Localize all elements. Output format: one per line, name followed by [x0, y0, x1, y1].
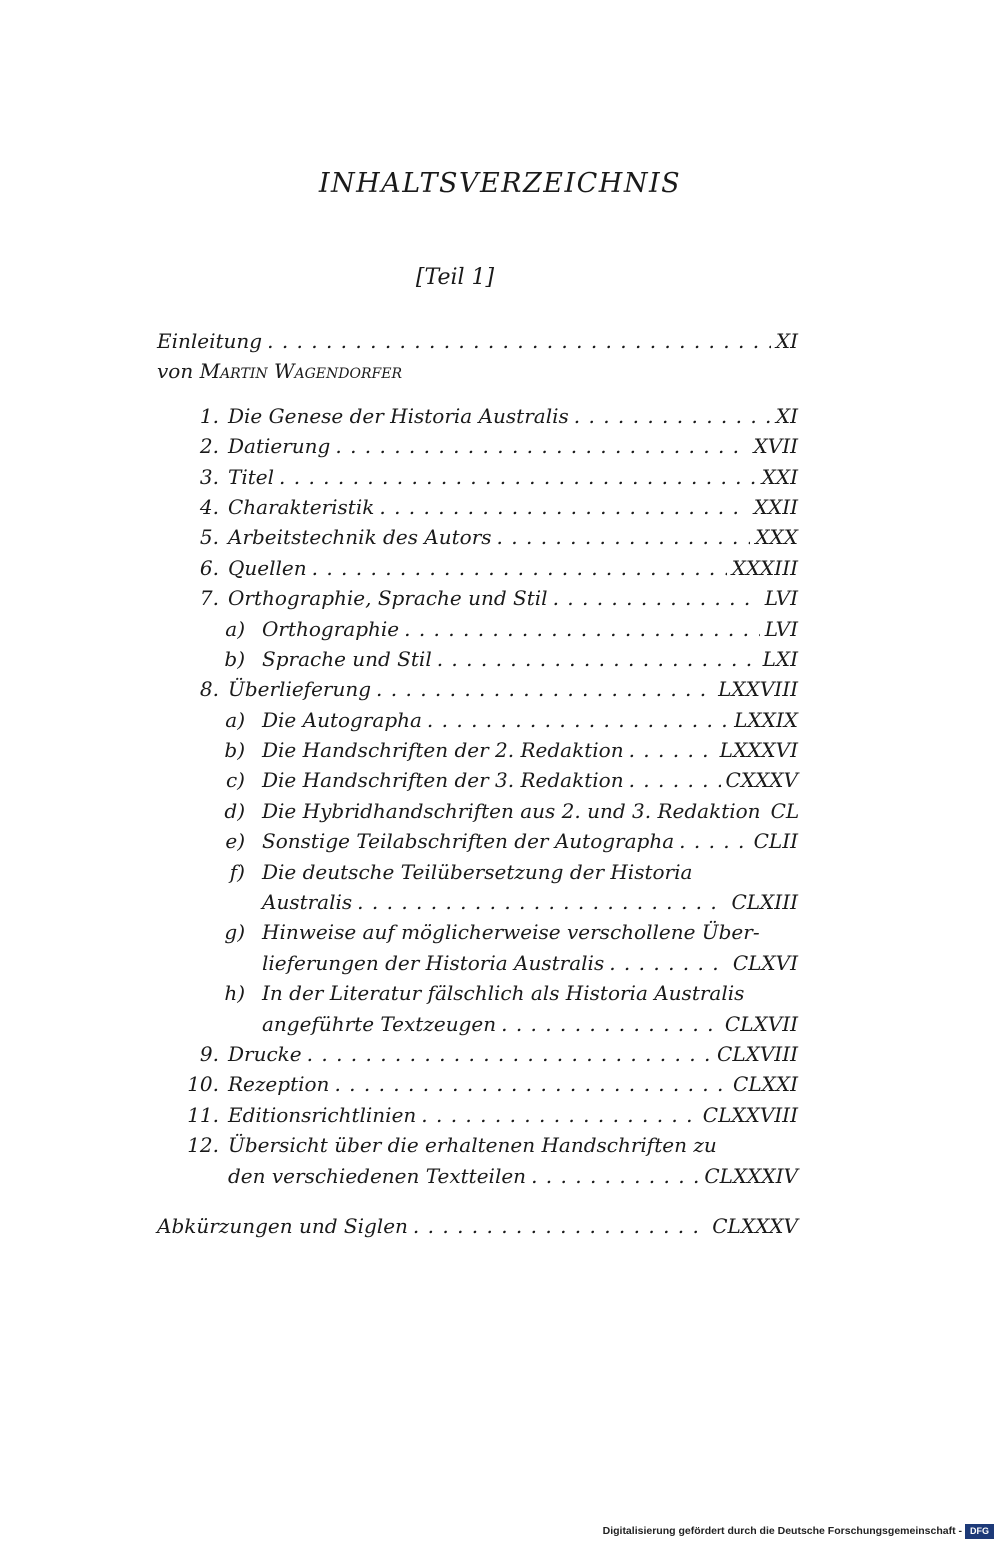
toc-entry-page: CXXXV: [725, 768, 798, 793]
leader-dots: [279, 462, 757, 492]
toc-entry-title: Übersicht über die erhaltenen Handschriften zu: [228, 1133, 717, 1158]
toc-entry-page: CLXVII: [724, 1011, 798, 1036]
toc-entry-page: CLXXVIII: [702, 1102, 798, 1127]
toc-entry-title: Die Genese der Historia Australis: [228, 403, 569, 428]
toc-subentry[interactable]: [157, 917, 798, 947]
toc-entry-number: f): [229, 859, 245, 884]
leader-dots: [679, 826, 748, 856]
toc-subentry-continuation[interactable]: [157, 887, 798, 917]
toc-entry-title: Titel: [228, 464, 275, 489]
toc-subentry[interactable]: [157, 857, 798, 887]
toc-entry-number: 2.: [199, 434, 219, 459]
toc-subentry[interactable]: [157, 978, 798, 1008]
toc-entry-page: XI: [775, 403, 798, 428]
toc-entry-title: Die Hybridhandschriften aus 2. und 3. Redaktion: [262, 798, 761, 823]
toc-subentry[interactable]: [157, 614, 798, 644]
leader-dots: [376, 674, 713, 704]
author-name: Martin Wagendorfer: [199, 359, 402, 384]
toc-entry[interactable]: [157, 583, 798, 613]
toc-subentry[interactable]: [157, 735, 798, 765]
toc-entry-continuation[interactable]: [157, 1161, 798, 1191]
toc-entry-number: 7.: [199, 586, 219, 611]
leader-dots: [307, 1039, 712, 1069]
toc-entry-number: h): [224, 981, 245, 1006]
toc-entry-page: XXI: [761, 464, 798, 489]
toc-entry-number: 11.: [187, 1102, 219, 1127]
toc-entry[interactable]: [157, 462, 798, 492]
leader-dots: [404, 614, 760, 644]
leader-dots: [531, 1161, 699, 1191]
leader-dots: [357, 887, 726, 917]
toc-entry-title: Abkürzungen und Siglen: [157, 1213, 408, 1238]
toc-subentry-continuation[interactable]: [157, 1009, 798, 1039]
toc-entry-number: a): [225, 707, 245, 732]
toc-entry-title: Rezeption: [228, 1072, 330, 1097]
toc-entry[interactable]: [157, 1069, 798, 1099]
leader-dots: [312, 553, 727, 583]
toc-entry[interactable]: [157, 1130, 798, 1160]
toc-entry-intro[interactable]: [157, 326, 798, 356]
leader-dots: [379, 492, 748, 522]
toc-entry[interactable]: [157, 674, 798, 704]
toc-entry-title: Orthographie: [262, 616, 400, 641]
leader-dots: [574, 401, 771, 431]
page-title: INHALTSVERZEICHNIS: [318, 168, 682, 199]
toc-entry-title: Arbeitstechnik des Autors: [228, 525, 492, 550]
toc-entry-number: 12.: [187, 1133, 219, 1158]
part-label: [Teil 1]: [415, 265, 495, 290]
toc-entry-number: d): [224, 798, 245, 823]
toc-entry-number: 9.: [199, 1041, 219, 1066]
leader-dots: [335, 431, 748, 461]
toc-subentry[interactable]: [157, 826, 798, 856]
dfg-logo: DFG: [965, 1524, 994, 1539]
table-of-contents: [157, 326, 798, 1241]
toc-entry-number: b): [224, 738, 245, 763]
toc-entry-page: LXI: [762, 646, 798, 671]
toc-entry-page: CLXVI: [732, 950, 798, 975]
toc-entry-page: XI: [775, 329, 798, 353]
toc-entry-abbreviations[interactable]: [157, 1211, 798, 1241]
toc-entry-title: Hinweise auf möglicherweise verschollene Über-: [262, 920, 760, 945]
toc-entry-title: Die Autographa: [262, 707, 422, 732]
toc-entry[interactable]: [157, 553, 798, 583]
toc-entry-number: a): [225, 616, 245, 641]
toc-entry-number: 3.: [199, 464, 219, 489]
toc-entry-page: CLXXXIV: [704, 1163, 798, 1188]
leader-dots: [413, 1211, 707, 1241]
toc-entry-number: g): [224, 920, 245, 945]
leader-dots: [427, 705, 729, 735]
author-prefix: von: [157, 359, 194, 384]
toc-entry-title: Sprache und Stil: [262, 646, 432, 671]
toc-subentry-continuation[interactable]: [157, 948, 798, 978]
toc-entry[interactable]: [157, 492, 798, 522]
toc-entry[interactable]: [157, 431, 798, 461]
leader-dots: [501, 1009, 720, 1039]
funding-note: Digitalisierung gefördert durch die Deutsche Forschungsgemeinschaft -: [602, 1525, 962, 1537]
leader-dots: [334, 1069, 728, 1099]
toc-entry-title: In der Literatur fälschlich als Historia Australis: [262, 981, 745, 1006]
toc-entry-title: den verschiedenen Textteilen: [228, 1163, 527, 1188]
toc-entry-number: 4.: [199, 494, 219, 519]
toc-entry-title: Die Handschriften der 2. Redaktion: [262, 738, 624, 763]
toc-entry-number: 8.: [199, 677, 219, 702]
toc-entry-page: XVII: [753, 434, 798, 459]
toc-entry-page: XXX: [755, 525, 798, 550]
toc-entry-title: Orthographie, Sprache und Stil: [228, 586, 548, 611]
toc-entry-page: CL: [770, 798, 800, 823]
toc-entry-title: Einleitung: [157, 329, 263, 353]
toc-entry-page: LXXXVI: [719, 738, 798, 763]
toc-subentry[interactable]: [157, 644, 798, 674]
toc-entry-title: Drucke: [228, 1041, 302, 1066]
toc-entry-title: lieferungen der Historia Australis: [262, 950, 605, 975]
toc-entry-title: Die deutsche Teilübersetzung der Historia: [262, 859, 693, 884]
toc-entry[interactable]: [157, 522, 798, 552]
toc-entry-title: Die Handschriften der 3. Redaktion: [262, 768, 624, 793]
toc-entry-page: LXXIX: [734, 707, 798, 732]
toc-entry[interactable]: [157, 401, 798, 431]
toc-entry-title: Charakteristik: [228, 494, 375, 519]
leader-dots: [267, 326, 771, 356]
toc-entry-title: Sonstige Teilabschriften der Autographa: [262, 829, 675, 854]
leader-dots: [629, 735, 715, 765]
toc-entry-title: Datierung: [228, 434, 331, 459]
toc-entry-page: XXII: [753, 494, 798, 519]
leader-dots: [553, 583, 760, 613]
toc-entry-title: Australis: [262, 890, 353, 915]
toc-subentry[interactable]: [157, 705, 798, 735]
toc-entry-page: LVI: [764, 616, 798, 641]
toc-entry-number: b): [224, 646, 245, 671]
toc-subentry[interactable]: [157, 765, 798, 795]
toc-entry-page: CLXVIII: [717, 1041, 798, 1066]
toc-entry-page: CLII: [753, 829, 798, 854]
toc-entry-page: CLXIII: [731, 890, 798, 915]
toc-entry-number: c): [225, 768, 245, 793]
toc-entry-page: CLXXI: [733, 1072, 798, 1097]
toc-entry-title: Quellen: [228, 555, 307, 580]
toc-entry-page: CLXXXV: [712, 1213, 798, 1238]
toc-entry-page: LVI: [764, 586, 798, 611]
toc-entry-page: LXXVIII: [718, 677, 798, 702]
toc-entry-number: 6.: [199, 555, 219, 580]
leader-dots: [497, 522, 751, 552]
toc-entry-title: Editionsrichtlinien: [228, 1102, 417, 1127]
toc-entry[interactable]: [157, 1100, 798, 1130]
toc-subentry[interactable]: [157, 796, 798, 826]
toc-entry-number: 5.: [199, 525, 219, 550]
toc-entry-title: Überlieferung: [228, 677, 372, 702]
intro-author-line: [157, 356, 798, 386]
toc-entry[interactable]: [157, 1039, 798, 1069]
leader-dots: [609, 948, 728, 978]
leader-dots: [629, 765, 721, 795]
toc-entry-number: 10.: [187, 1072, 219, 1097]
toc-entry-page: XXXIII: [731, 555, 798, 580]
toc-entry-title: angeführte Textzeugen: [262, 1011, 497, 1036]
toc-entry-number: e): [225, 829, 245, 854]
leader-dots: [421, 1100, 698, 1130]
leader-dots: [437, 644, 758, 674]
toc-entry-number: 1.: [199, 403, 219, 428]
